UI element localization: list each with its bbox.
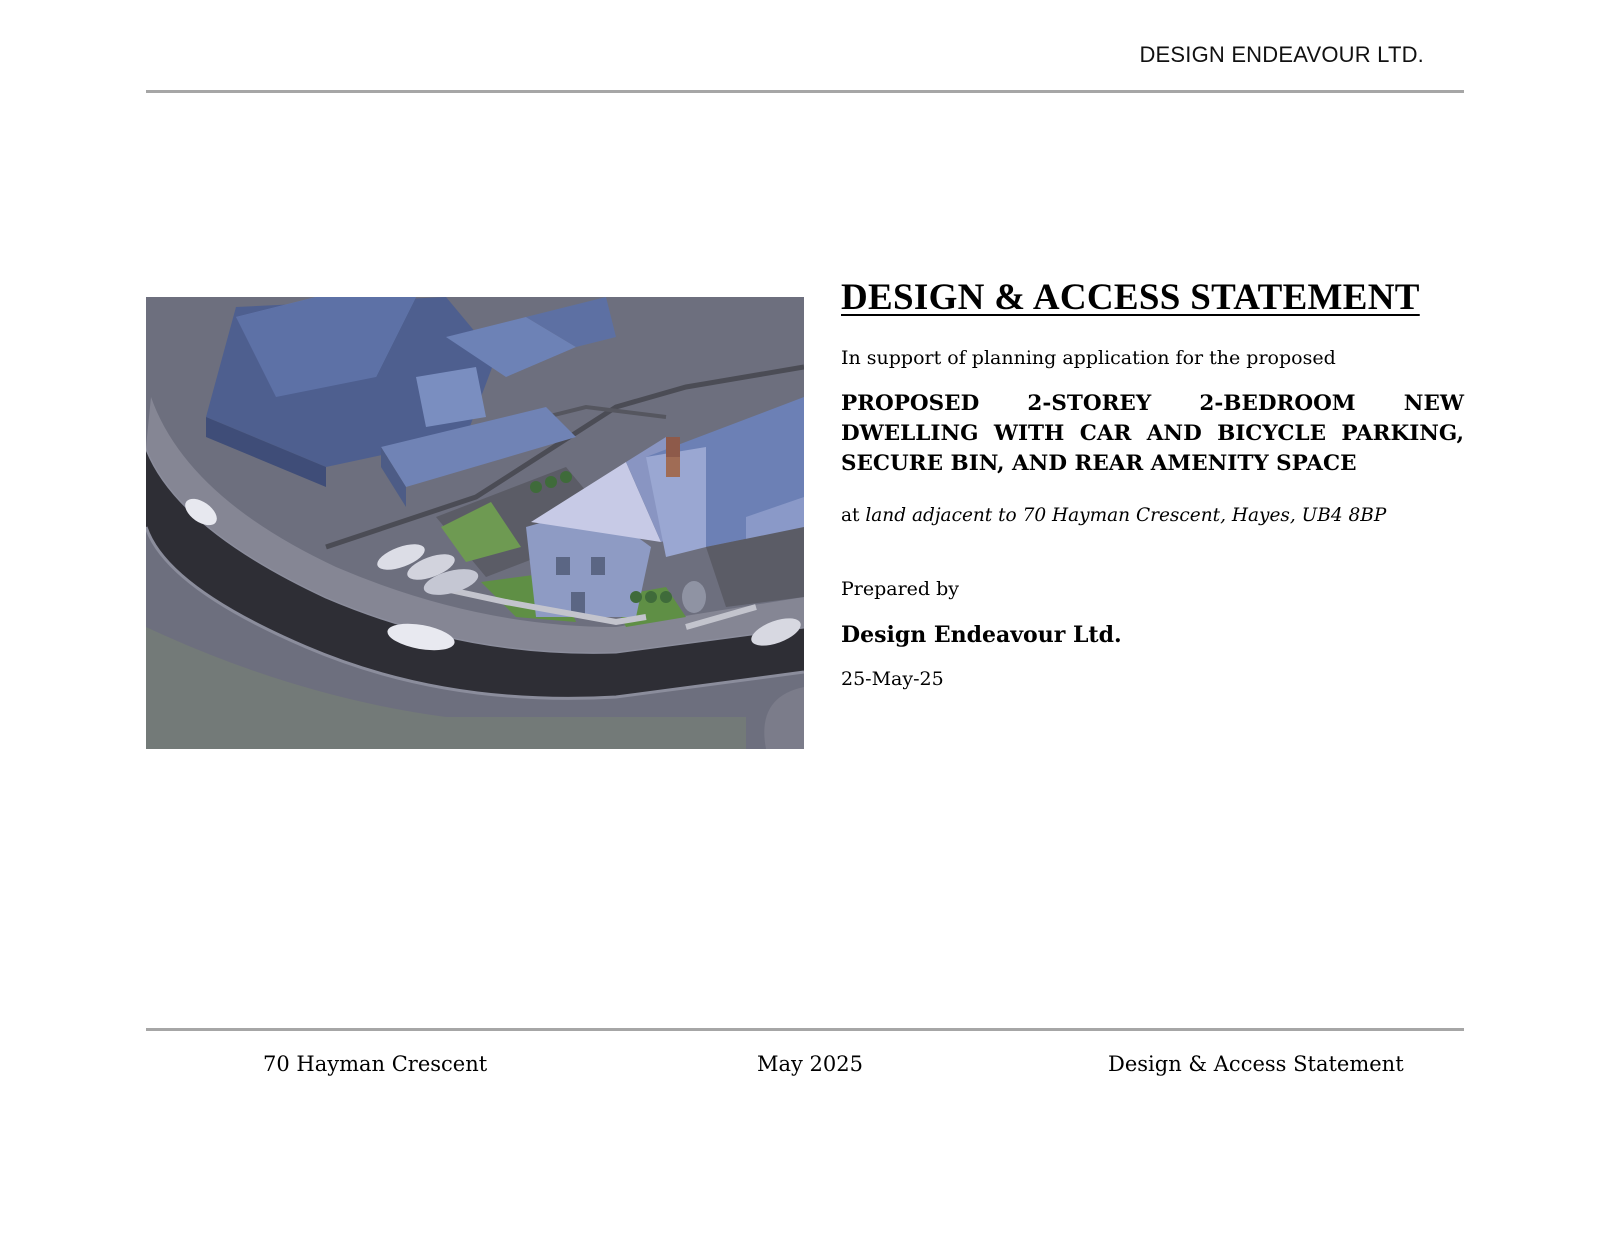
document-title: DESIGN & ACCESS STATEMENT bbox=[841, 277, 1420, 318]
address-text: land adjacent to 70 Hayman Crescent, Hayes, UB4 8BP bbox=[865, 505, 1387, 526]
site-render-image bbox=[146, 297, 804, 749]
prepared-by-label: Prepared by bbox=[841, 578, 960, 600]
site-render-svg bbox=[146, 297, 804, 749]
header-company-name: DESIGN ENDEAVOUR LTD. bbox=[1139, 42, 1424, 67]
intro-text: In support of planning application for the proposed bbox=[841, 347, 1336, 369]
document-date: 25-May-25 bbox=[841, 668, 944, 690]
footer-site-name: 70 Hayman Crescent bbox=[263, 1052, 488, 1076]
footer-date: May 2025 bbox=[757, 1052, 864, 1076]
title-block bbox=[841, 276, 1464, 690]
site-address bbox=[841, 505, 1464, 526]
prepared-by-company: Design Endeavour Ltd. bbox=[841, 622, 1122, 648]
address-prefix: at bbox=[841, 505, 860, 526]
footer-document-type: Design & Access Statement bbox=[1108, 1052, 1404, 1076]
header-divider bbox=[146, 90, 1464, 93]
project-description: PROPOSED 2-STOREY 2-BEDROOM NEW DWELLING WITH CAR AND BICYCLE PARKING, SECURE BIN, AND REAR AMENITY SPACE bbox=[841, 391, 1464, 476]
footer-divider bbox=[146, 1028, 1464, 1031]
